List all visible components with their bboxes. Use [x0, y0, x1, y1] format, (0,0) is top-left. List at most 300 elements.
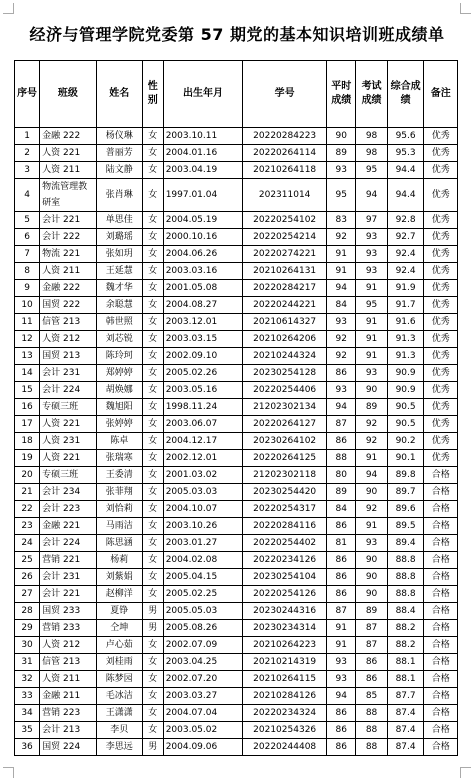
header-gender: 性别 — [142, 61, 163, 128]
table-header-row — [15, 61, 458, 128]
table-row — [15, 416, 458, 433]
gender-cell: 女 — [142, 722, 163, 739]
class-cell: 会计 213 — [40, 722, 97, 739]
birth-cell: 2004.10.07 — [163, 501, 243, 518]
birth-cell: 2002.09.10 — [163, 348, 243, 365]
birth-cell: 2003.03.15 — [163, 331, 243, 348]
regular-score-cell: 94 — [327, 399, 356, 416]
name-cell: 卢心茹 — [96, 637, 142, 654]
name-cell: 李贝 — [96, 722, 142, 739]
birth-cell: 2003.05.16 — [163, 382, 243, 399]
name-cell: 杨仪琳 — [96, 128, 142, 145]
exam-score-cell: 93 — [356, 246, 387, 263]
overall-score-cell: 88.1 — [387, 671, 424, 688]
table-row — [15, 365, 458, 382]
table-row — [15, 637, 458, 654]
gender-cell: 女 — [142, 263, 163, 280]
header-birth: 出生年月 — [163, 61, 243, 128]
name-cell: 普丽芳 — [96, 145, 142, 162]
gender-cell: 女 — [142, 297, 163, 314]
class-cell: 人资 211 — [40, 162, 97, 179]
name-cell: 郑婷婷 — [96, 365, 142, 382]
page-title: 经济与管理学院党委第 57 期党的基本知识培训班成绩单 — [29, 25, 445, 44]
table-row — [15, 399, 458, 416]
row-index: 18 — [15, 433, 40, 450]
remark-cell: 合格 — [424, 501, 458, 518]
row-index: 17 — [15, 416, 40, 433]
gender-cell: 女 — [142, 467, 163, 484]
table-row — [15, 484, 458, 501]
gender-cell: 女 — [142, 637, 163, 654]
birth-cell: 2004.07.04 — [163, 705, 243, 722]
page-corner-mark — [460, 3, 471, 14]
row-index: 11 — [15, 314, 40, 331]
class-cell: 人资 212 — [40, 637, 97, 654]
row-index: 33 — [15, 688, 40, 705]
class-cell: 会计 223 — [40, 501, 97, 518]
table-row — [15, 535, 458, 552]
remark-cell: 合格 — [424, 535, 458, 552]
table-row — [15, 552, 458, 569]
birth-cell: 2000.10.16 — [163, 229, 243, 246]
row-index: 7 — [15, 246, 40, 263]
regular-score-cell: 91 — [327, 263, 356, 280]
header-index: 序号 — [15, 61, 40, 128]
regular-score-cell: 92 — [327, 331, 356, 348]
exam-score-cell: 88 — [356, 722, 387, 739]
exam-score-cell: 94 — [356, 179, 387, 212]
table-row — [15, 433, 458, 450]
name-cell: 李思远 — [96, 739, 142, 756]
remark-cell: 优秀 — [424, 162, 458, 179]
exam-score-cell: 91 — [356, 450, 387, 467]
table-row — [15, 603, 458, 620]
exam-score-cell: 91 — [356, 518, 387, 535]
overall-score-cell: 88.4 — [387, 603, 424, 620]
exam-score-cell: 90 — [356, 552, 387, 569]
row-index: 24 — [15, 535, 40, 552]
name-cell: 张肖琳 — [96, 179, 142, 212]
regular-score-cell: 93 — [327, 382, 356, 399]
remark-cell: 优秀 — [424, 212, 458, 229]
regular-score-cell: 93 — [327, 314, 356, 331]
class-cell: 营销 223 — [40, 705, 97, 722]
row-index: 27 — [15, 586, 40, 603]
row-index: 34 — [15, 705, 40, 722]
regular-score-cell: 89 — [327, 484, 356, 501]
gender-cell: 女 — [142, 348, 163, 365]
row-index: 5 — [15, 212, 40, 229]
gender-cell: 女 — [142, 671, 163, 688]
name-cell: 赵柳洋 — [96, 586, 142, 603]
overall-score-cell: 91.9 — [387, 280, 424, 297]
remark-cell: 优秀 — [424, 263, 458, 280]
row-index: 12 — [15, 331, 40, 348]
overall-score-cell: 89.8 — [387, 467, 424, 484]
gender-cell: 男 — [142, 739, 163, 756]
remark-cell: 合格 — [424, 603, 458, 620]
class-cell: 金融 211 — [40, 688, 97, 705]
gender-cell: 女 — [142, 416, 163, 433]
name-cell: 陈梦园 — [96, 671, 142, 688]
gender-cell: 女 — [142, 145, 163, 162]
class-cell: 物流 221 — [40, 246, 97, 263]
table-row — [15, 229, 458, 246]
birth-cell: 2001.03.02 — [163, 467, 243, 484]
table-row — [15, 179, 458, 212]
regular-score-cell: 94 — [327, 280, 356, 297]
table-row — [15, 382, 458, 399]
table-row — [15, 671, 458, 688]
student-id-cell: 20220284116 — [243, 518, 327, 535]
table-row — [15, 162, 458, 179]
student-id-cell: 20220264127 — [243, 416, 327, 433]
birth-cell: 2004.08.27 — [163, 297, 243, 314]
row-index: 22 — [15, 501, 40, 518]
overall-score-cell: 92.4 — [387, 263, 424, 280]
remark-cell: 优秀 — [424, 128, 458, 145]
overall-score-cell: 90.2 — [387, 433, 424, 450]
class-cell: 人资 231 — [40, 433, 97, 450]
overall-score-cell: 89.6 — [387, 501, 424, 518]
name-cell: 仝坤 — [96, 620, 142, 637]
gender-cell: 女 — [142, 246, 163, 263]
gender-cell: 女 — [142, 552, 163, 569]
student-id-cell: 202311014 — [243, 179, 327, 212]
name-cell: 胡焕娜 — [96, 382, 142, 399]
class-cell: 人资 221 — [40, 450, 97, 467]
exam-score-cell: 88 — [356, 705, 387, 722]
exam-score-cell: 95 — [356, 162, 387, 179]
exam-score-cell: 97 — [356, 212, 387, 229]
gender-cell: 女 — [142, 586, 163, 603]
student-id-cell: 20220254102 — [243, 212, 327, 229]
grade-table — [14, 60, 458, 756]
name-cell: 马雨洁 — [96, 518, 142, 535]
class-cell: 营销 233 — [40, 620, 97, 637]
student-id-cell: 20220264114 — [243, 145, 327, 162]
birth-cell: 2004.12.17 — [163, 433, 243, 450]
row-index: 9 — [15, 280, 40, 297]
regular-score-cell: 86 — [327, 365, 356, 382]
birth-cell: 2002.07.20 — [163, 671, 243, 688]
overall-score-cell: 90.5 — [387, 399, 424, 416]
table-row — [15, 246, 458, 263]
exam-score-cell: 88 — [356, 739, 387, 756]
gender-cell: 女 — [142, 212, 163, 229]
row-index: 3 — [15, 162, 40, 179]
name-cell: 夏铮 — [96, 603, 142, 620]
birth-cell: 2003.12.01 — [163, 314, 243, 331]
remark-cell: 合格 — [424, 637, 458, 654]
gender-cell: 女 — [142, 705, 163, 722]
exam-score-cell: 92 — [356, 433, 387, 450]
exam-score-cell: 94 — [356, 467, 387, 484]
remark-cell: 合格 — [424, 518, 458, 535]
row-index: 26 — [15, 569, 40, 586]
table-row — [15, 314, 458, 331]
class-cell: 信管 213 — [40, 314, 97, 331]
student-id-cell: 20230264102 — [243, 433, 327, 450]
gender-cell: 女 — [142, 484, 163, 501]
class-cell: 国贸 233 — [40, 603, 97, 620]
table-row — [15, 518, 458, 535]
remark-cell: 合格 — [424, 569, 458, 586]
birth-cell: 2002.12.01 — [163, 450, 243, 467]
student-id-cell: 20220254317 — [243, 501, 327, 518]
regular-score-cell: 91 — [327, 637, 356, 654]
remark-cell: 合格 — [424, 552, 458, 569]
student-id-cell: 20220254126 — [243, 586, 327, 603]
class-cell: 会计 234 — [40, 484, 97, 501]
exam-score-cell: 87 — [356, 637, 387, 654]
row-index: 28 — [15, 603, 40, 620]
remark-cell: 优秀 — [424, 450, 458, 467]
overall-score-cell: 90.5 — [387, 416, 424, 433]
table-row — [15, 297, 458, 314]
student-id-cell: 20210244324 — [243, 348, 327, 365]
row-index: 20 — [15, 467, 40, 484]
table-row — [15, 586, 458, 603]
birth-cell: 2002.07.09 — [163, 637, 243, 654]
name-cell: 陈玲珂 — [96, 348, 142, 365]
gender-cell: 女 — [142, 501, 163, 518]
name-cell: 张菲翔 — [96, 484, 142, 501]
class-cell: 国贸 224 — [40, 739, 97, 756]
exam-score-cell: 92 — [356, 501, 387, 518]
regular-score-cell: 93 — [327, 654, 356, 671]
table-row — [15, 501, 458, 518]
header-name: 姓名 — [96, 61, 142, 128]
remark-cell: 合格 — [424, 484, 458, 501]
gender-cell: 女 — [142, 518, 163, 535]
table-row — [15, 705, 458, 722]
exam-score-cell: 93 — [356, 365, 387, 382]
remark-cell: 合格 — [424, 620, 458, 637]
gender-cell: 女 — [142, 535, 163, 552]
gender-cell: 男 — [142, 620, 163, 637]
class-cell: 物流管理教研室 — [40, 179, 97, 212]
class-cell: 会计 221 — [40, 586, 97, 603]
student-id-cell: 20220254214 — [243, 229, 327, 246]
overall-score-cell: 88.8 — [387, 586, 424, 603]
regular-score-cell: 93 — [327, 671, 356, 688]
remark-cell: 合格 — [424, 467, 458, 484]
name-cell: 张婷婷 — [96, 416, 142, 433]
class-cell: 国贸 222 — [40, 297, 97, 314]
birth-cell: 2005.08.26 — [163, 620, 243, 637]
regular-score-cell: 86 — [327, 552, 356, 569]
gender-cell: 女 — [142, 450, 163, 467]
remark-cell: 合格 — [424, 722, 458, 739]
gender-cell: 女 — [142, 162, 163, 179]
overall-score-cell: 89.4 — [387, 535, 424, 552]
student-id-cell: 20210254326 — [243, 722, 327, 739]
header-student-id: 学号 — [243, 61, 327, 128]
student-id-cell: 20230254128 — [243, 365, 327, 382]
exam-score-cell: 90 — [356, 484, 387, 501]
regular-score-cell: 86 — [327, 705, 356, 722]
name-cell: 刘芯锐 — [96, 331, 142, 348]
regular-score-cell: 86 — [327, 433, 356, 450]
birth-cell: 2003.01.27 — [163, 535, 243, 552]
table-row — [15, 620, 458, 637]
exam-score-cell: 91 — [356, 314, 387, 331]
remark-cell: 合格 — [424, 688, 458, 705]
row-index: 1 — [15, 128, 40, 145]
gender-cell: 女 — [142, 314, 163, 331]
class-cell: 会计 221 — [40, 212, 97, 229]
name-cell: 刘紫娟 — [96, 569, 142, 586]
regular-score-cell: 90 — [327, 128, 356, 145]
birth-cell: 1997.01.04 — [163, 179, 243, 212]
birth-cell: 2005.05.03 — [163, 603, 243, 620]
header-regular-score: 平时成绩 — [327, 61, 356, 128]
overall-score-cell: 95.3 — [387, 145, 424, 162]
class-cell: 会计 224 — [40, 535, 97, 552]
gender-cell: 女 — [142, 654, 163, 671]
exam-score-cell: 90 — [356, 382, 387, 399]
student-id-cell: 20210264131 — [243, 263, 327, 280]
gender-cell: 女 — [142, 399, 163, 416]
exam-score-cell: 89 — [356, 603, 387, 620]
birth-cell: 2001.05.08 — [163, 280, 243, 297]
name-cell: 刘桂雨 — [96, 654, 142, 671]
remark-cell: 优秀 — [424, 416, 458, 433]
class-cell: 人资 211 — [40, 263, 97, 280]
row-index: 29 — [15, 620, 40, 637]
class-cell: 会计 231 — [40, 569, 97, 586]
header-remark: 备注 — [424, 61, 458, 128]
regular-score-cell: 94 — [327, 688, 356, 705]
regular-score-cell: 87 — [327, 416, 356, 433]
student-id-cell: 21202302118 — [243, 467, 327, 484]
remark-cell: 优秀 — [424, 331, 458, 348]
exam-score-cell: 86 — [356, 654, 387, 671]
row-index: 23 — [15, 518, 40, 535]
table-row — [15, 128, 458, 145]
regular-score-cell: 92 — [327, 348, 356, 365]
regular-score-cell: 93 — [327, 162, 356, 179]
name-cell: 杨莉 — [96, 552, 142, 569]
table-row — [15, 722, 458, 739]
row-index: 25 — [15, 552, 40, 569]
table-row — [15, 263, 458, 280]
class-cell: 人资 212 — [40, 331, 97, 348]
student-id-cell: 20210264118 — [243, 162, 327, 179]
overall-score-cell: 87.7 — [387, 688, 424, 705]
student-id-cell: 20220284217 — [243, 280, 327, 297]
remark-cell: 合格 — [424, 705, 458, 722]
remark-cell: 优秀 — [424, 365, 458, 382]
overall-score-cell: 88.2 — [387, 620, 424, 637]
student-id-cell: 20230254420 — [243, 484, 327, 501]
name-cell: 魏才华 — [96, 280, 142, 297]
gender-cell: 女 — [142, 365, 163, 382]
student-id-cell: 20220244221 — [243, 297, 327, 314]
gender-cell: 女 — [142, 688, 163, 705]
remark-cell: 优秀 — [424, 246, 458, 263]
student-id-cell: 20220234324 — [243, 705, 327, 722]
student-id-cell: 20220284223 — [243, 128, 327, 145]
row-index: 10 — [15, 297, 40, 314]
exam-score-cell: 90 — [356, 569, 387, 586]
row-index: 2 — [15, 145, 40, 162]
name-cell: 王延慧 — [96, 263, 142, 280]
name-cell: 陈思涵 — [96, 535, 142, 552]
overall-score-cell: 92.4 — [387, 246, 424, 263]
remark-cell: 合格 — [424, 654, 458, 671]
regular-score-cell: 81 — [327, 535, 356, 552]
name-cell: 张如玥 — [96, 246, 142, 263]
name-cell: 陆文静 — [96, 162, 142, 179]
remark-cell: 优秀 — [424, 179, 458, 212]
exam-score-cell: 91 — [356, 331, 387, 348]
row-index: 32 — [15, 671, 40, 688]
exam-score-cell: 86 — [356, 671, 387, 688]
remark-cell: 合格 — [424, 739, 458, 756]
row-index: 16 — [15, 399, 40, 416]
class-cell: 金融 222 — [40, 128, 97, 145]
overall-score-cell: 87.4 — [387, 722, 424, 739]
class-cell: 金融 222 — [40, 280, 97, 297]
student-id-cell: 20230234314 — [243, 620, 327, 637]
regular-score-cell: 83 — [327, 212, 356, 229]
birth-cell: 2004.09.06 — [163, 739, 243, 756]
class-cell: 会计 224 — [40, 382, 97, 399]
remark-cell: 优秀 — [424, 314, 458, 331]
table-row — [15, 467, 458, 484]
exam-score-cell: 95 — [356, 297, 387, 314]
regular-score-cell: 95 — [327, 179, 356, 212]
table-row — [15, 331, 458, 348]
gender-cell: 女 — [142, 229, 163, 246]
exam-score-cell: 85 — [356, 688, 387, 705]
remark-cell: 优秀 — [424, 297, 458, 314]
row-index: 30 — [15, 637, 40, 654]
birth-cell: 2005.03.03 — [163, 484, 243, 501]
overall-score-cell: 94.4 — [387, 179, 424, 212]
student-id-cell: 20210614327 — [243, 314, 327, 331]
row-index: 14 — [15, 365, 40, 382]
overall-score-cell: 87.4 — [387, 739, 424, 756]
gender-cell: 女 — [142, 280, 163, 297]
birth-cell: 2004.05.19 — [163, 212, 243, 229]
name-cell: 张瑞寒 — [96, 450, 142, 467]
name-cell: 余聪慧 — [96, 297, 142, 314]
table-row — [15, 212, 458, 229]
overall-score-cell: 91.3 — [387, 348, 424, 365]
name-cell: 毛冰洁 — [96, 688, 142, 705]
regular-score-cell: 86 — [327, 569, 356, 586]
gender-cell: 女 — [142, 331, 163, 348]
student-id-cell: 20210264206 — [243, 331, 327, 348]
regular-score-cell: 86 — [327, 518, 356, 535]
student-id-cell: 20210264223 — [243, 637, 327, 654]
regular-score-cell: 91 — [327, 620, 356, 637]
row-index: 36 — [15, 739, 40, 756]
exam-score-cell: 87 — [356, 620, 387, 637]
birth-cell: 2005.02.26 — [163, 365, 243, 382]
exam-score-cell: 91 — [356, 348, 387, 365]
gender-cell: 女 — [142, 179, 163, 212]
overall-score-cell: 92.7 — [387, 229, 424, 246]
exam-score-cell: 98 — [356, 145, 387, 162]
row-index: 35 — [15, 722, 40, 739]
name-cell: 魏旭阳 — [96, 399, 142, 416]
gender-cell: 女 — [142, 433, 163, 450]
gender-cell: 女 — [142, 569, 163, 586]
